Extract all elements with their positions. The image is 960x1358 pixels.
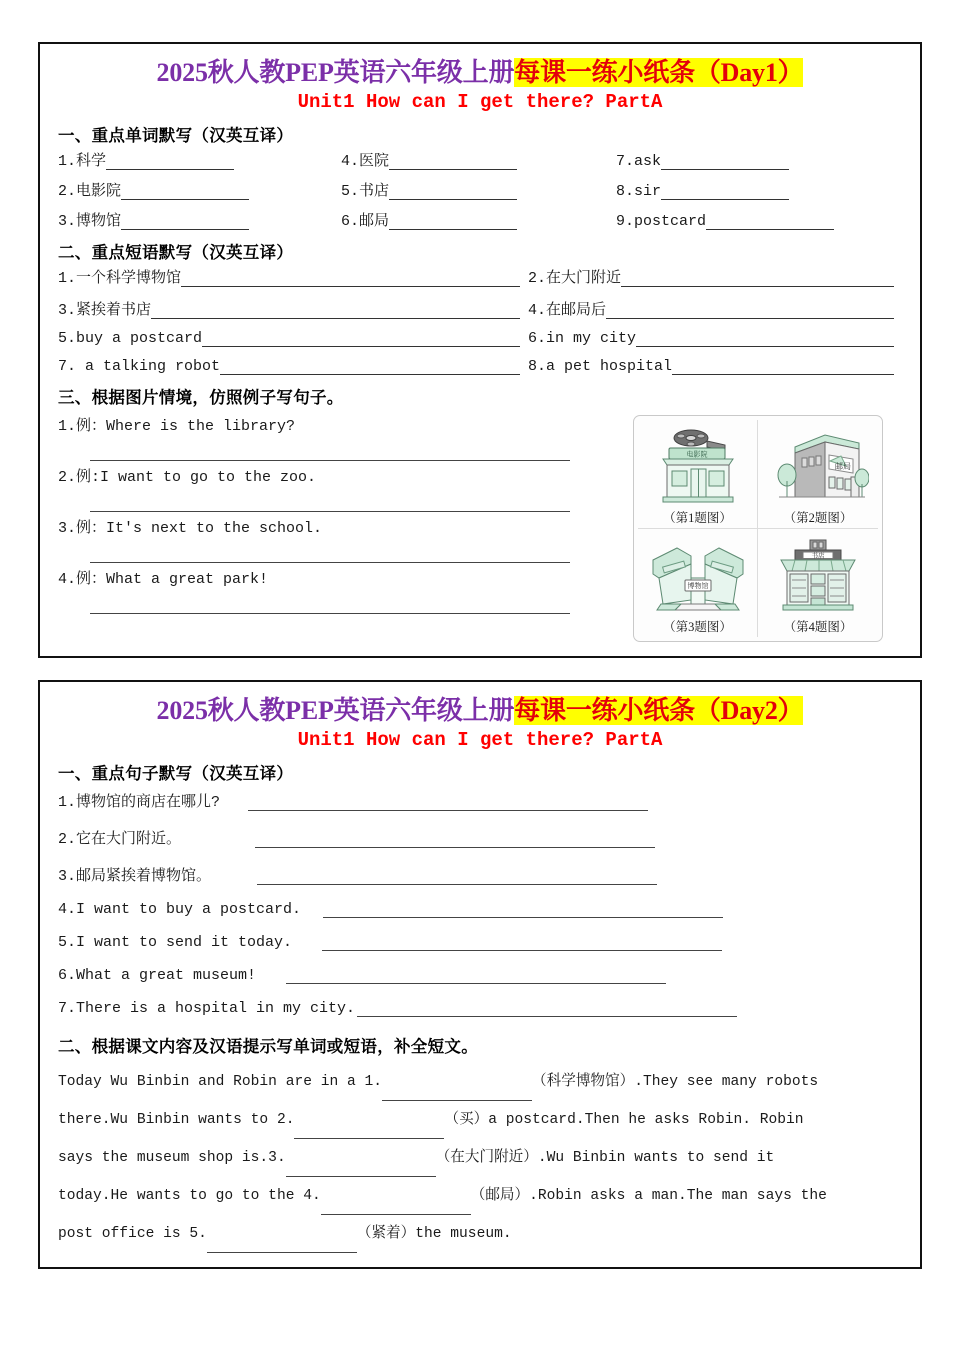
answer-blank[interactable] <box>621 272 894 287</box>
answer-blank[interactable] <box>121 215 249 230</box>
answer-blank[interactable] <box>257 870 657 885</box>
cloze-blank[interactable] <box>294 1124 444 1139</box>
day2-title-purple-part: 2025秋人教PEP英语六年级上册 <box>156 696 515 725</box>
svg-text:邮局: 邮局 <box>835 461 851 471</box>
word-item: 5.书店 <box>341 179 616 200</box>
example-item: 4.例：What a great park! <box>58 564 623 614</box>
day1-title <box>58 60 902 86</box>
day1-section1-heading: 一、重点单词默写（汉英互译） <box>58 127 294 145</box>
picture-reference-card <box>633 415 883 642</box>
answer-blank[interactable] <box>606 304 894 319</box>
word-item: 7.ask <box>616 149 902 170</box>
svg-text:博物馆: 博物馆 <box>687 583 708 590</box>
answer-blank[interactable] <box>202 332 520 347</box>
picture-caption: （第4题图） <box>783 620 853 634</box>
day1-phrases-grid <box>58 266 902 375</box>
answer-blank[interactable] <box>90 588 570 614</box>
answer-blank[interactable] <box>661 155 789 170</box>
cloze-line: post office is 5. （紧着）the museum. <box>58 1215 902 1253</box>
phrase-item: 1.一个科学博物馆 <box>58 266 528 287</box>
cloze-blank[interactable] <box>382 1086 532 1101</box>
word-item: 6.邮局 <box>341 209 616 230</box>
phrase-item: 7. a talking robot <box>58 358 528 375</box>
day1-words-grid <box>58 149 902 230</box>
cloze-line: says the museum shop is.3. （在大门附近）.Wu Binbin wants to send it <box>58 1139 902 1177</box>
answer-blank[interactable] <box>151 304 520 319</box>
answer-blank[interactable] <box>389 185 517 200</box>
day2-title-highlight-part: 每课一练小纸条（Day2） <box>514 696 804 725</box>
answer-blank[interactable] <box>286 969 666 984</box>
answer-blank[interactable] <box>661 185 789 200</box>
word-item: 9.postcard <box>616 209 902 230</box>
answer-blank[interactable] <box>90 486 570 512</box>
answer-blank[interactable] <box>389 215 517 230</box>
day1-sheet <box>38 42 922 658</box>
museum-building-icon <box>647 534 749 616</box>
picture-caption: （第3题图） <box>663 620 732 634</box>
answer-blank[interactable] <box>248 796 648 811</box>
answer-blank[interactable] <box>323 903 723 918</box>
day2-section1-heading: 一、重点句子默写（汉英互译） <box>58 765 294 783</box>
cloze-line: today.He wants to go to the 4. （邮局）.Robin asks a man.The man says the <box>58 1177 902 1215</box>
sentence-item: 6.What a great museum! <box>58 967 902 984</box>
svg-text:电影院: 电影院 <box>686 451 707 458</box>
day1-subtitle: Unit1 How can I get there? PartA <box>297 91 663 113</box>
day2-sheet <box>38 680 922 1269</box>
word-item: 2.电影院 <box>58 179 341 200</box>
sentence-item: 7.There is a hospital in my city. <box>58 1000 902 1017</box>
phrase-item: 5.buy a postcard <box>58 330 528 347</box>
phrase-item: 6.in my city <box>528 330 902 347</box>
day2-cloze-passage <box>58 1063 902 1253</box>
picture-cell-4 <box>758 529 878 638</box>
cloze-line: there.Wu Binbin wants to 2. （买）a postcard.Then he asks Robin. Robin <box>58 1101 902 1139</box>
sentence-item: 3.邮局紧挨着博物馆。 <box>58 864 902 885</box>
day2-sentences-list <box>58 790 902 1017</box>
answer-blank[interactable] <box>255 833 655 848</box>
picture-caption: （第1题图） <box>663 510 732 525</box>
picture-cell-3 <box>638 529 758 638</box>
answer-blank[interactable] <box>220 360 520 375</box>
cloze-blank[interactable] <box>286 1162 436 1177</box>
day1-examples-list <box>58 411 623 642</box>
phrase-item: 8.a pet hospital <box>528 358 902 375</box>
picture-caption: （第2题图） <box>783 510 853 525</box>
answer-blank[interactable] <box>357 1002 737 1017</box>
answer-blank[interactable] <box>706 215 834 230</box>
phrase-item: 2.在大门附近 <box>528 266 902 287</box>
day1-section3-heading: 三、根据图片情境，仿照例子写句子。 <box>58 389 344 407</box>
picture-cell-2 <box>758 420 878 529</box>
example-item: 3.例：It's next to the school. <box>58 513 623 563</box>
example-item: 1.例：Where is the library? <box>58 411 623 461</box>
answer-blank[interactable] <box>106 155 234 170</box>
cloze-blank[interactable] <box>321 1200 471 1215</box>
answer-blank[interactable] <box>636 332 894 347</box>
answer-blank[interactable] <box>389 155 517 170</box>
sentence-item: 2.它在大门附近。 <box>58 827 902 848</box>
day1-title-highlight-part: 每课一练小纸条（Day1） <box>514 58 804 87</box>
answer-blank[interactable] <box>672 360 894 375</box>
sentence-item: 1.博物馆的商店在哪儿? <box>58 790 902 811</box>
day1-section2-heading: 二、重点短语默写（汉英互译） <box>58 244 294 262</box>
answer-blank[interactable] <box>322 936 722 951</box>
answer-blank[interactable] <box>121 185 249 200</box>
word-item: 3.博物馆 <box>58 209 341 230</box>
picture-cell-1 <box>638 420 758 529</box>
cloze-blank[interactable] <box>207 1238 357 1253</box>
phrase-item: 4.在邮局后 <box>528 298 902 319</box>
svg-text:书店: 书店 <box>811 552 825 560</box>
sentence-item: 4.I want to buy a postcard. <box>58 901 902 918</box>
answer-blank[interactable] <box>90 435 570 461</box>
word-item: 8.sir <box>616 179 902 200</box>
day2-subtitle: Unit1 How can I get there? PartA <box>297 729 663 751</box>
day2-title <box>58 698 902 724</box>
bookstore-building-icon <box>767 534 869 616</box>
phrase-item: 3.紧挨着书店 <box>58 298 528 319</box>
cloze-line: Today Wu Binbin and Robin are in a 1. （科学博物馆）.They see many robots <box>58 1063 902 1101</box>
word-item: 4.医院 <box>341 149 616 170</box>
day1-title-purple-part: 2025秋人教PEP英语六年级上册 <box>156 58 515 87</box>
answer-blank[interactable] <box>90 537 570 563</box>
word-item: 1.科学 <box>58 149 341 170</box>
post-office-building-icon <box>767 425 869 507</box>
cinema-building-icon <box>647 425 749 507</box>
sentence-item: 5.I want to send it today. <box>58 934 902 951</box>
day2-section2-heading: 二、根据课文内容及汉语提示写单词或短语，补全短文。 <box>58 1038 478 1056</box>
example-item: 2.例:I want to go to the zoo. <box>58 462 623 512</box>
answer-blank[interactable] <box>181 272 520 287</box>
